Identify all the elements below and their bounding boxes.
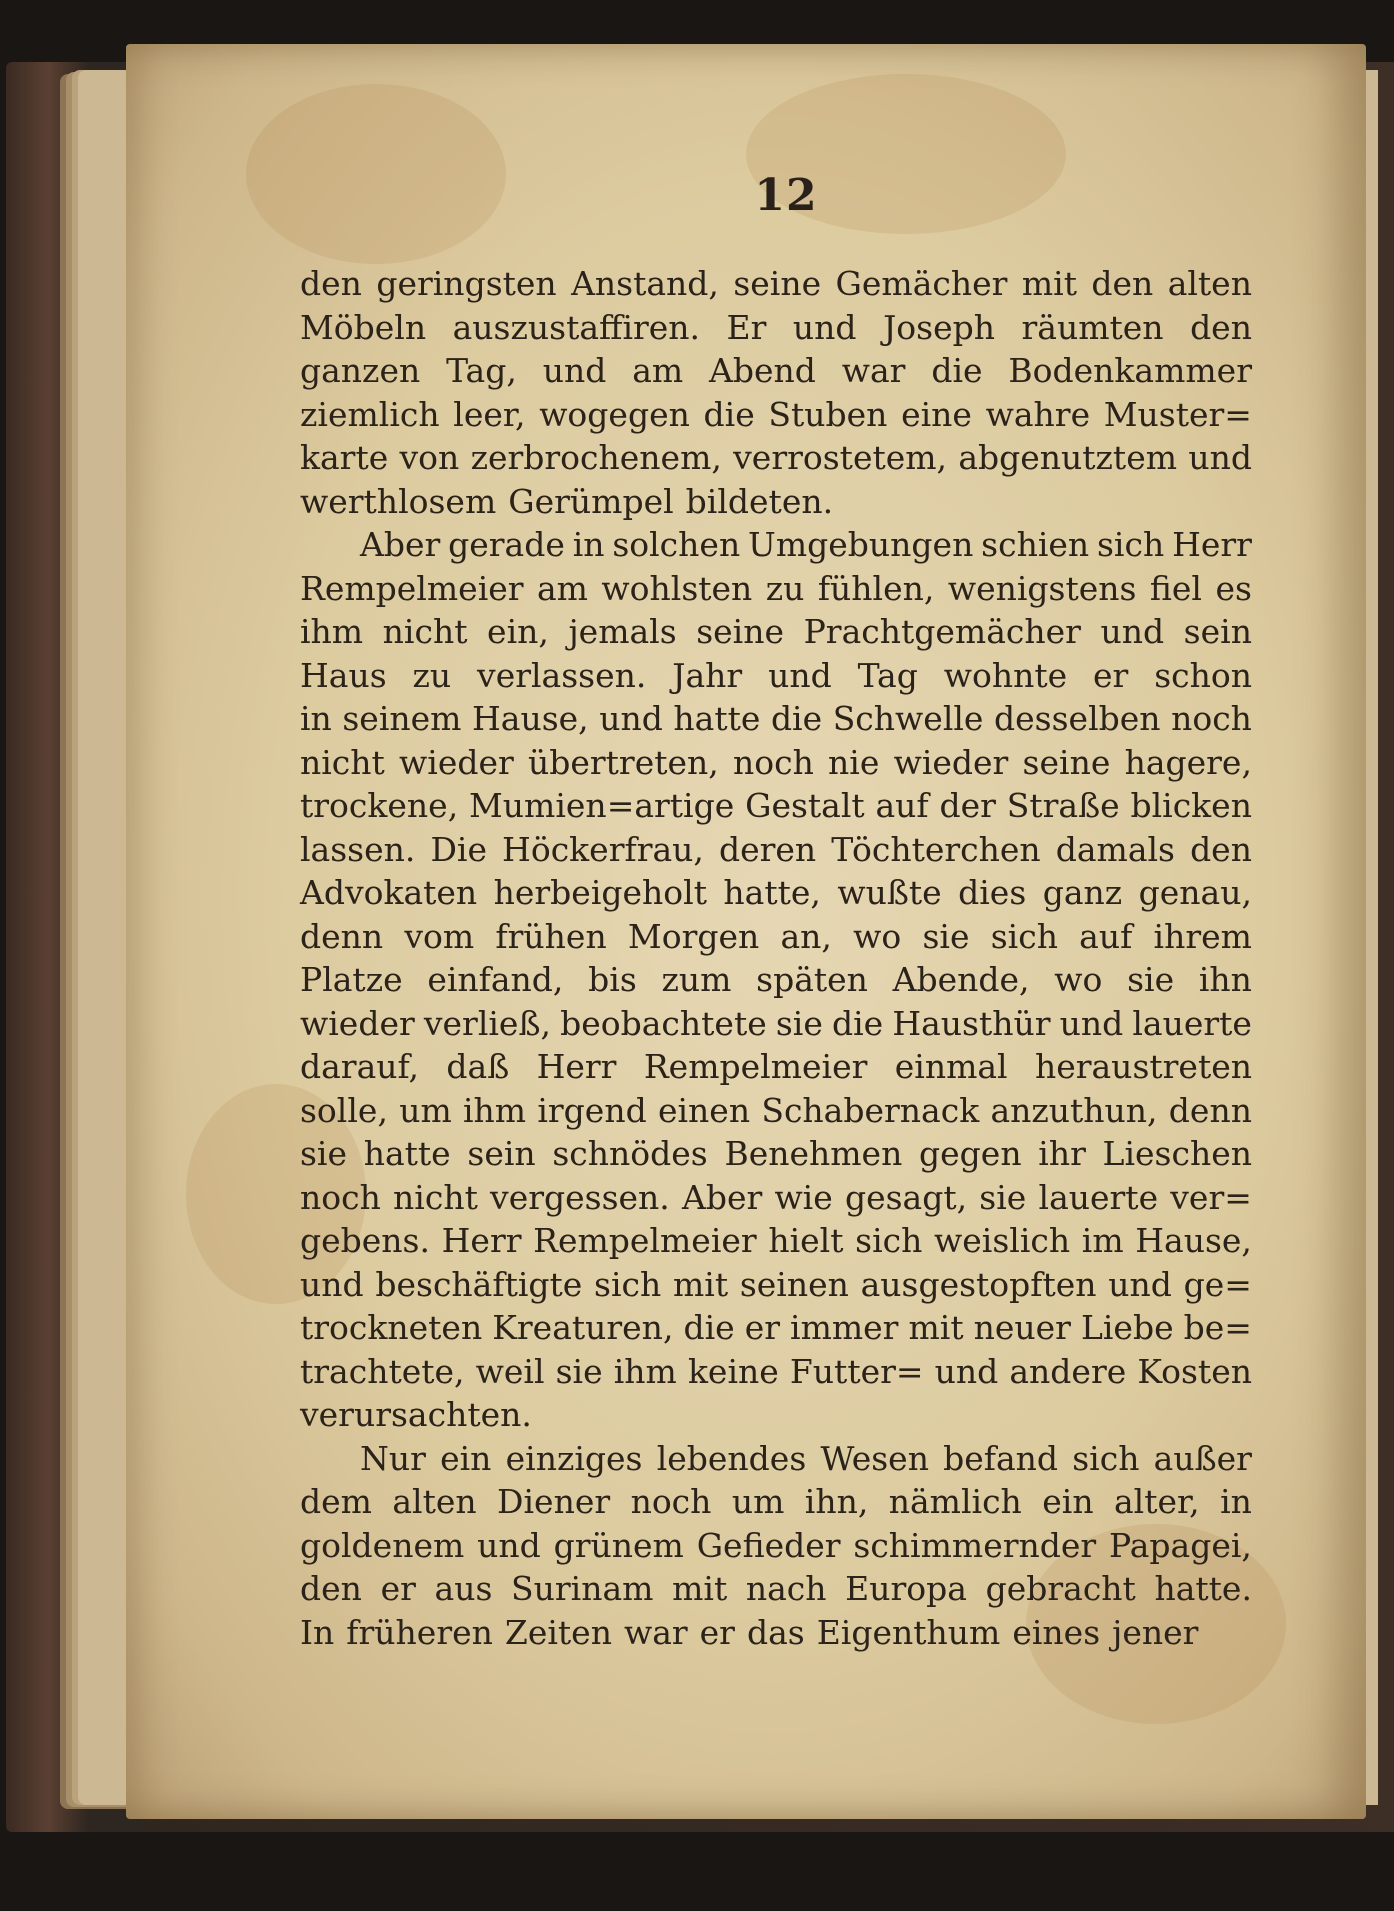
text-line: Möbeln auszustaffiren. Er und Joseph räumten den [300,307,1252,347]
text-line: trachtete, weil sie ihm keine Futter= und andere Kosten [300,1351,1252,1391]
text-line: nicht wieder übertreten, noch nie wieder seine hagere, [300,742,1252,782]
text-line: ihm nicht ein, jemals seine Prachtgemächer und sein [300,612,1252,651]
text-line: Rempelmeier am wohlsten zu fühlen, wenigstens fiel es [300,568,1252,608]
text-line: verursachten. [300,1395,532,1434]
text-line: lassen. Die Höckerfrau, deren Töchterchen damals den [300,829,1252,869]
foxing-stain [246,84,506,264]
text-line: werthlosem Gerümpel bildeten. [300,481,834,521]
text-line: Aber gerade in solchen Umgebungen schien sich Herr [360,525,1252,564]
text-line: Haus zu verlassen. Jahr und Tag wohnte er schon [300,655,1252,695]
page-number: 12 [754,170,818,221]
text-line: den geringsten Anstand, seine Gemächer mit den alten [300,264,1252,303]
text-line: gebens. Herr Rempelmeier hielt sich weislich im Hause, [300,1221,1252,1260]
text-line: trockneten Kreaturen, die er immer mit neuer Liebe be= [300,1308,1252,1347]
text-line: noch nicht vergessen. Aber wie gesagt, sie lauerte ver= [300,1177,1252,1217]
text-line: und beschäftigte sich mit seinen ausgestopften und ge= [300,1264,1252,1304]
text-line: goldenem und grünem Gefieder schimmernder Papagei, [300,1525,1252,1565]
text-line: ziemlich leer, wogegen die Stuben eine wahre Muster= [300,394,1252,434]
paragraph [300,523,1252,1437]
text-line: in seinem Hause, und hatte die Schwelle desselben noch [300,699,1252,738]
text-line: wieder verließ, beobachtete sie die Hausthür und lauerte [300,1003,1252,1043]
text-line: Platze einfand, bis zum späten Abende, wo sie ihn [300,960,1252,999]
text-line: sie hatte sein schnödes Benehmen gegen ihr Lieschen [300,1134,1252,1173]
paragraph [300,262,1252,523]
text-line: In früheren Zeiten war er das Eigenthum eines jener [300,1612,1199,1652]
text-line: denn vom frühen Morgen an, wo sie sich auf ihrem [300,916,1252,956]
paragraph [300,1437,1252,1655]
text-line: dem alten Diener noch um ihn, nämlich ein alter, in [300,1482,1252,1521]
text-line: Nur ein einziges lebendes Wesen befand sich außer [360,1438,1252,1478]
body-text [300,262,1252,1682]
text-line: solle, um ihm irgend einen Schabernack anzuthun, denn [300,1090,1252,1130]
text-line: Advokaten herbeigeholt hatte, wußte dies ganz genau, [300,873,1252,912]
text-line: darauf, daß Herr Rempelmeier einmal heraustreten [300,1047,1252,1086]
text-line: trockene, Mumien=artige Gestalt auf der Straße blicken [300,786,1252,825]
text-line: den er aus Surinam mit nach Europa gebracht hatte. [300,1569,1252,1608]
text-line: ganzen Tag, und am Abend war die Bodenkammer [300,351,1252,390]
text-line: karte von zerbrochenem, verrostetem, abgenutztem und [300,438,1252,477]
